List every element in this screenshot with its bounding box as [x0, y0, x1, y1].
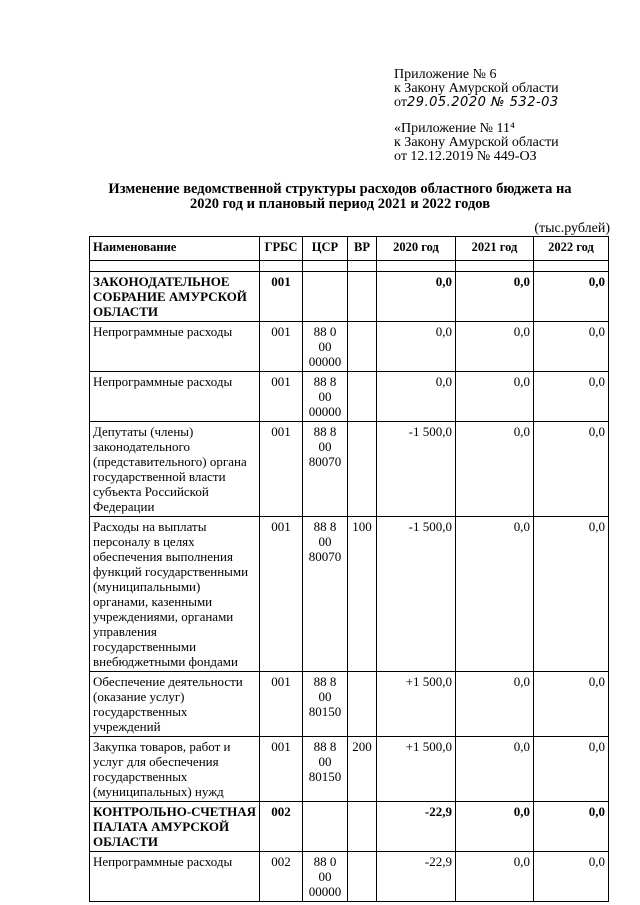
cell-2021: 0,0 [456, 372, 534, 422]
cell-grbs: 001 [260, 517, 303, 672]
cell-2021: 0,0 [456, 737, 534, 802]
cell-2022: 0,0 [534, 372, 609, 422]
cell-vr [348, 422, 377, 517]
cell-2021: 0,0 [456, 852, 534, 902]
col-header-2020: 2020 год [377, 237, 456, 261]
cell-name: Закупка товаров, работ и услуг для обеспечения государственных (муниципальных) нужд [90, 737, 260, 802]
cell-2022: 0,0 [534, 322, 609, 372]
cell-csr: 88 8 00 80150 [303, 672, 348, 737]
document-title [60, 182, 620, 212]
law-reference: к Закону Амурской области [394, 81, 559, 96]
cell-name: ЗАКОНОДАТЕЛЬНОЕ СОБРАНИЕ АМУРСКОЙ ОБЛАСТИ [90, 272, 260, 322]
table-row [90, 272, 609, 322]
cell-2022: 0,0 [534, 517, 609, 672]
cell-csr: 88 8 00 00000 [303, 372, 348, 422]
original-appendix-number: «Приложение № 11⁴ [394, 121, 515, 136]
title-line-2: 2020 год и плановый период 2021 и 2022 годов [189, 196, 491, 212]
cell-csr [303, 802, 348, 852]
table-row [90, 852, 609, 902]
cell-csr: 88 0 00 00000 [303, 852, 348, 902]
law-date-line [394, 96, 559, 110]
col-header-grbs: ГРБС [260, 237, 303, 261]
cell-vr [348, 852, 377, 902]
cell-name: Расходы на выплаты персоналу в целях обеспечения выполнения функций государственными (муниципальными) органами, казенными учреждениями, органами управления государственными внебюджетными фондами [90, 517, 260, 672]
appendix-number: Приложение № 6 [394, 67, 497, 82]
cell-2022: 0,0 [534, 672, 609, 737]
cell-grbs: 001 [260, 737, 303, 802]
law-date-prefix: от [394, 95, 407, 110]
cell-csr [303, 272, 348, 322]
col-header-name: Наименование [90, 237, 260, 261]
table-row [90, 802, 609, 852]
table-row [90, 517, 609, 672]
cell-2022: 0,0 [534, 852, 609, 902]
cell-2020: 0,0 [377, 372, 456, 422]
col-header-2022: 2022 год [534, 237, 609, 261]
cell-csr: 88 8 00 80150 [303, 737, 348, 802]
table-row [90, 672, 609, 737]
cell-2022: 0,0 [534, 802, 609, 852]
col-header-2021: 2021 год [456, 237, 534, 261]
original-law-reference: к Закону Амурской области [394, 135, 559, 150]
cell-2021: 0,0 [456, 322, 534, 372]
cell-2020: -1 500,0 [377, 422, 456, 517]
cell-2020: -1 500,0 [377, 517, 456, 672]
cell-2021: 0,0 [456, 422, 534, 517]
cell-grbs: 001 [260, 272, 303, 322]
col-header-vr: ВР [348, 237, 377, 261]
cell-2020: +1 500,0 [377, 737, 456, 802]
expense-structure-table [89, 236, 609, 902]
cell-name: Депутаты (члены) законодательного (представительного) органа государственной власти субъекта Российской Федерации [90, 422, 260, 517]
cell-2020: -22,9 [377, 852, 456, 902]
cell-2022: 0,0 [534, 422, 609, 517]
cell-2021: 0,0 [456, 802, 534, 852]
cell-grbs: 002 [260, 802, 303, 852]
cell-2022: 0,0 [534, 737, 609, 802]
table-header-row [90, 237, 609, 261]
cell-name: Непрограммные расходы [90, 372, 260, 422]
cell-name: Непрограммные расходы [90, 322, 260, 372]
cell-vr [348, 672, 377, 737]
cell-2020: -22,9 [377, 802, 456, 852]
cell-grbs: 002 [260, 852, 303, 902]
table-row [90, 372, 609, 422]
table-spacer-row [90, 261, 609, 272]
cell-vr [348, 372, 377, 422]
cell-name: Непрограммные расходы [90, 852, 260, 902]
cell-csr: 88 8 00 80070 [303, 517, 348, 672]
table-row [90, 737, 609, 802]
original-law-date: от 12.12.2019 № 449-ОЗ [394, 149, 537, 164]
cell-grbs: 001 [260, 672, 303, 737]
handwritten-date-number: 29.05.2020 № 532-03 [406, 95, 559, 110]
cell-vr [348, 322, 377, 372]
title-line-1: Изменение ведомственной структуры расходов областного бюджета на [108, 181, 572, 197]
cell-2021: 0,0 [456, 272, 534, 322]
units-label: (тыс.рублей) [534, 221, 610, 236]
table-row [90, 422, 609, 517]
cell-2021: 0,0 [456, 672, 534, 737]
cell-grbs: 001 [260, 422, 303, 517]
cell-2021: 0,0 [456, 517, 534, 672]
cell-vr [348, 802, 377, 852]
cell-grbs: 001 [260, 322, 303, 372]
cell-vr [348, 272, 377, 322]
cell-2020: +1 500,0 [377, 672, 456, 737]
col-header-csr: ЦСР [303, 237, 348, 261]
cell-2020: 0,0 [377, 272, 456, 322]
cell-2022: 0,0 [534, 272, 609, 322]
cell-csr: 88 0 00 00000 [303, 322, 348, 372]
table-row [90, 322, 609, 372]
cell-name: КОНТРОЛЬНО-СЧЕТНАЯ ПАЛАТА АМУРСКОЙ ОБЛАСТИ [90, 802, 260, 852]
cell-2020: 0,0 [377, 322, 456, 372]
cell-csr: 88 8 00 80070 [303, 422, 348, 517]
cell-grbs: 001 [260, 372, 303, 422]
cell-name: Обеспечение деятельности (оказание услуг) государственных учреждений [90, 672, 260, 737]
cell-vr: 100 [348, 517, 377, 672]
cell-vr: 200 [348, 737, 377, 802]
